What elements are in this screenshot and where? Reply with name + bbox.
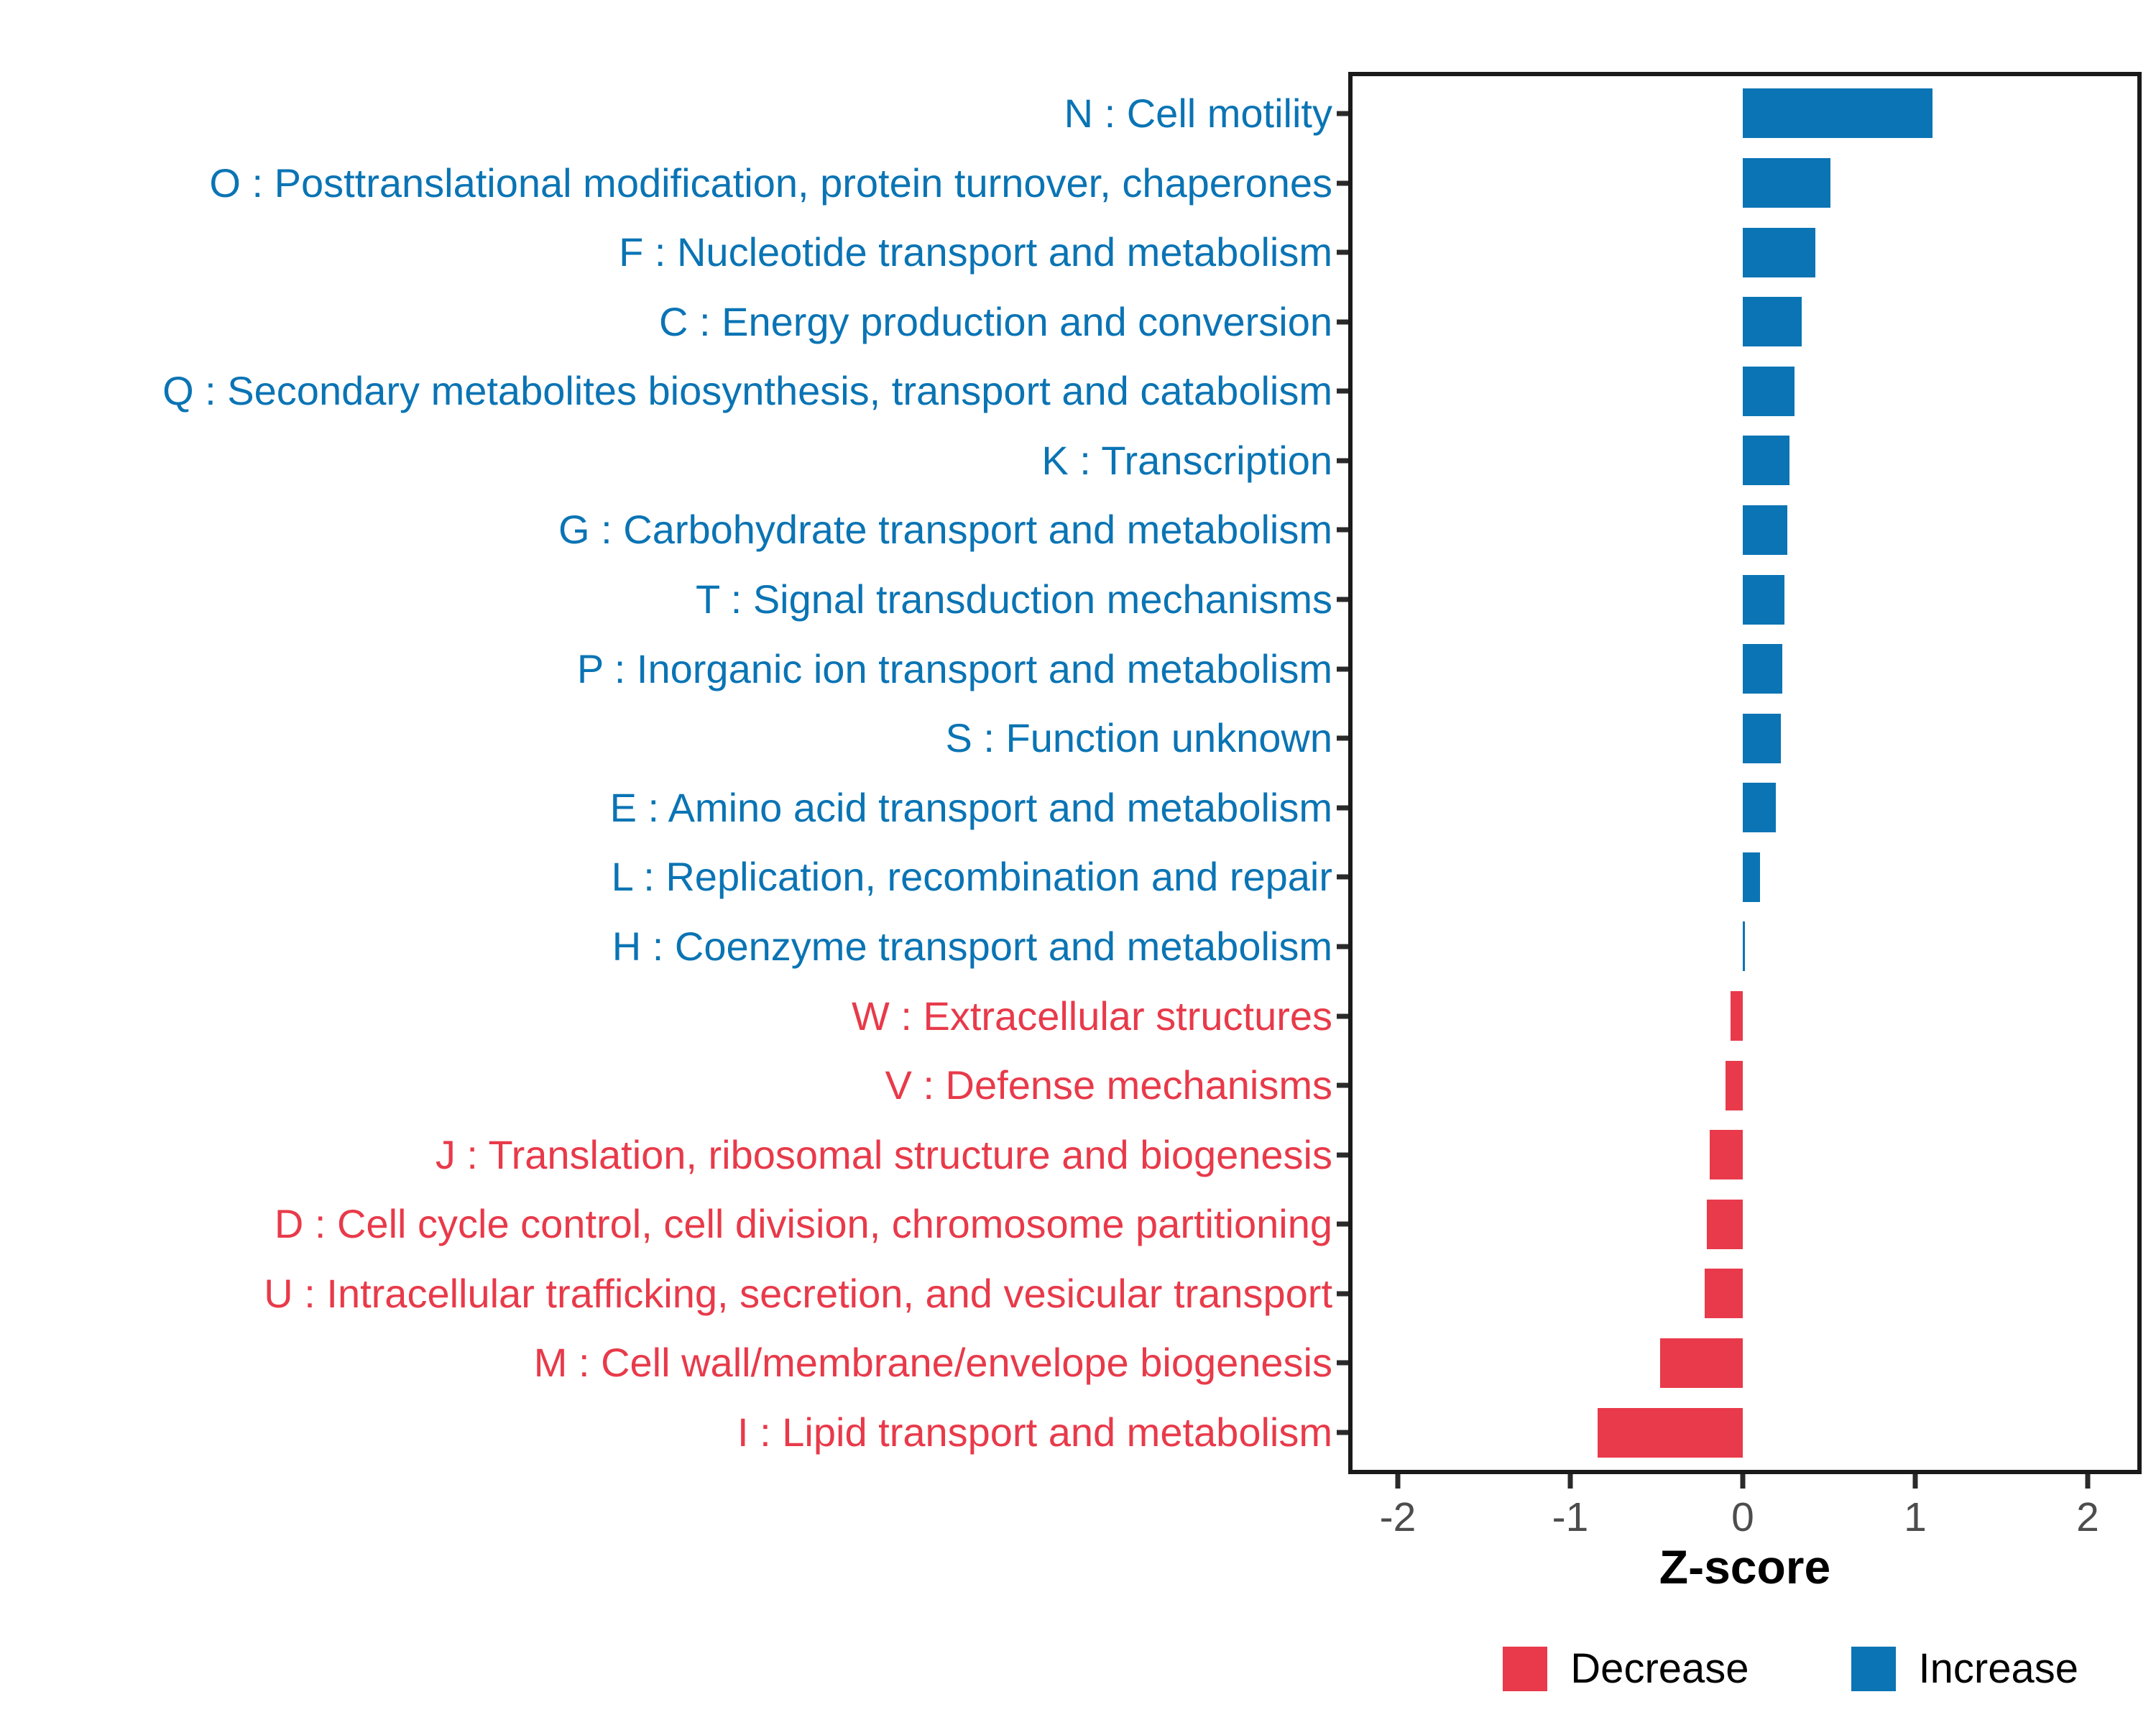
bar [1743,783,1776,832]
category-label: T : Signal transduction mechanisms [695,576,1332,622]
y-axis-tick [1337,250,1348,255]
x-axis-tick [1396,1474,1401,1489]
y-axis-tick [1337,389,1348,394]
y-axis-tick [1337,1013,1348,1018]
x-axis-tick [1568,1474,1573,1489]
x-axis-tick [1741,1474,1746,1489]
y-axis-tick [1337,319,1348,324]
bar [1710,1130,1743,1179]
bar [1743,88,1932,138]
category-label: P : Inorganic ion transport and metabolism [576,645,1332,691]
category-label: I : Lipid transport and metabolism [737,1409,1332,1455]
bar [1707,1200,1743,1249]
bar [1743,644,1782,694]
category-label: F : Nucleotide transport and metabolism [619,229,1332,275]
plot-panel [1348,72,2142,1474]
bar [1731,991,1743,1041]
category-label: V : Defense mechanisms [885,1062,1332,1108]
bar [1743,921,1745,971]
y-axis-tick [1337,1361,1348,1366]
legend [1503,1644,2078,1693]
bar [1743,228,1815,277]
category-label: C : Energy production and conversion [659,298,1332,344]
y-axis-tick [1337,1083,1348,1088]
category-label: E : Amino acid transport and metabolism [609,784,1332,830]
y-axis-tick [1337,180,1348,185]
bar [1743,436,1789,485]
category-label: Q : Secondary metabolites biosynthesis, transport and catabolism [162,368,1332,414]
y-axis-tick [1337,1222,1348,1227]
bar [1726,1061,1743,1110]
bar [1743,297,1802,346]
category-label: U : Intracellular trafficking, secretion, and vesicular transport [264,1271,1332,1317]
y-axis-tick [1337,458,1348,463]
x-axis-tick-label: -2 [1379,1494,1416,1540]
legend-label-decrease: Decrease [1570,1645,1749,1692]
bar [1598,1408,1743,1458]
x-axis-tick-label: 2 [2076,1494,2099,1540]
bar [1743,714,1781,763]
x-axis-tick-label: -1 [1552,1494,1589,1540]
legend-key-increase-swatch [1851,1647,1896,1691]
y-axis-tick [1337,805,1348,810]
bar [1705,1269,1743,1318]
bar [1743,852,1760,902]
bar [1743,575,1784,625]
legend-key-decrease-swatch [1503,1647,1547,1691]
y-axis-tick [1337,1430,1348,1435]
category-label: N : Cell motility [1064,91,1332,137]
category-label: L : Replication, recombination and repair [611,854,1332,900]
category-label: S : Function unknown [945,715,1332,761]
bar [1743,158,1830,208]
y-axis-tick [1337,528,1348,533]
bar [1660,1338,1743,1388]
y-axis-tick [1337,597,1348,602]
x-axis-tick [1913,1474,1918,1489]
x-axis-title: Z-score [1659,1540,1831,1593]
y-axis-tick [1337,666,1348,671]
y-axis-tick [1337,944,1348,949]
category-label: K : Transcription [1041,438,1332,484]
bar [1743,505,1787,555]
y-axis-tick [1337,1152,1348,1157]
category-label: M : Cell wall/membrane/envelope biogenesis [533,1340,1332,1386]
panel-border [1348,72,2142,1474]
category-label: O : Posttranslational modification, protein turnover, chaperones [209,160,1332,206]
y-axis-tick [1337,875,1348,880]
y-axis-tick [1337,111,1348,116]
category-label: D : Cell cycle control, cell division, chromosome partitioning [274,1201,1332,1247]
category-label: G : Carbohydrate transport and metabolism [558,507,1332,553]
x-axis-tick-label: 0 [1731,1494,1754,1540]
x-axis-tick [2086,1474,2091,1489]
bar [1743,367,1795,416]
y-axis-tick [1337,736,1348,741]
x-axis-tick-label: 1 [1904,1494,1927,1540]
y-axis-tick [1337,1291,1348,1296]
legend-label-increase: Increase [1918,1645,2078,1692]
category-label: H : Coenzyme transport and metabolism [612,924,1332,970]
category-label: W : Extracellular structures [851,993,1332,1039]
category-label: J : Translation, ribosomal structure and biogenesis [435,1131,1332,1177]
